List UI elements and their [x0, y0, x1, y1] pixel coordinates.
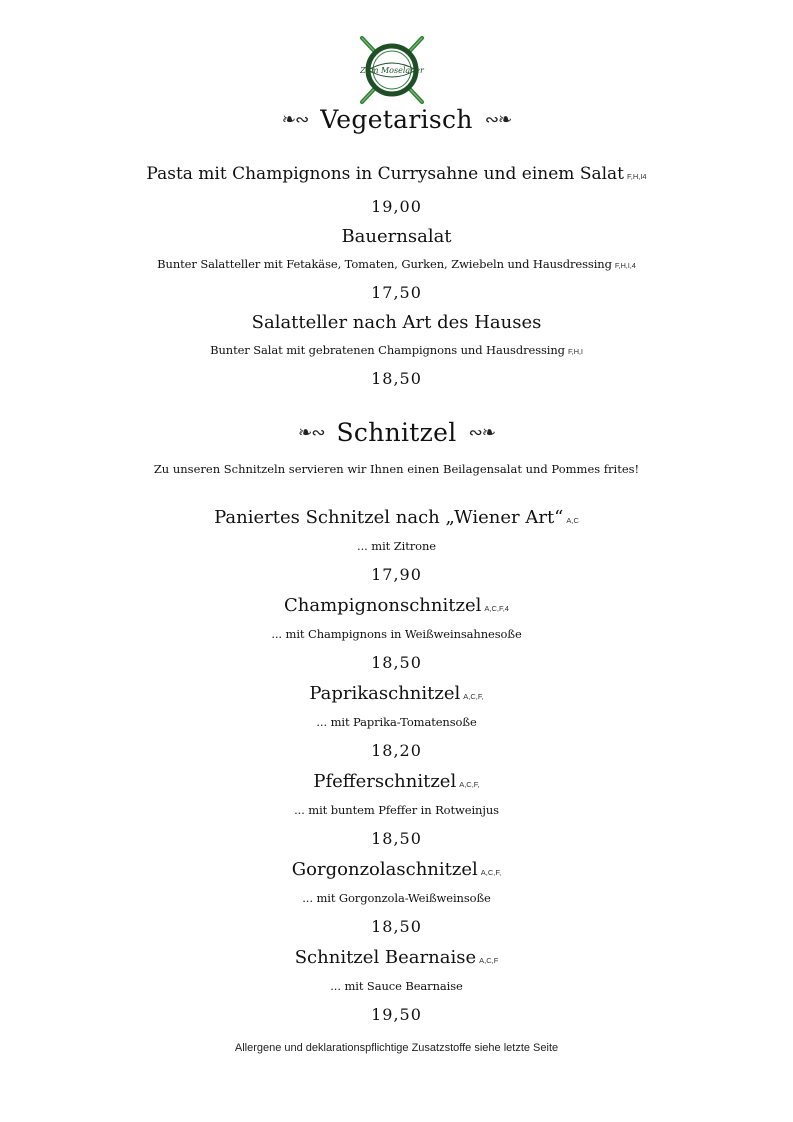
dish-name: [0, 594, 793, 621]
allergen-codes: A,C,F,: [459, 780, 480, 789]
dish-description: ... mit Paprika-Tomatensoße: [316, 715, 477, 729]
dish-description: ... mit buntem Pfeffer in Rotweinjus: [294, 803, 499, 817]
allergen-codes: A,C,F,: [480, 868, 502, 877]
restaurant-logo: [352, 34, 432, 106]
ornament-right-icon: ∾❧: [468, 423, 496, 443]
dish-title: Pfefferschnitzel: [313, 771, 457, 792]
dish-name: [0, 682, 793, 709]
dish-title: Paniertes Schnitzel nach „Wiener Art“: [214, 507, 564, 528]
dish-title: Bauernsalat: [341, 226, 452, 247]
dish-price: 18,50: [371, 917, 422, 936]
allergen-codes: A,C: [566, 516, 579, 525]
dish-description: ... mit Gorgonzola-Weißweinsoße: [302, 891, 491, 905]
allergen-codes: F,H,I: [567, 347, 583, 356]
dish-name: [0, 946, 793, 973]
dish-name: [0, 858, 793, 885]
dish-price: 18,50: [371, 653, 422, 672]
allergen-codes: A,C,F,: [463, 692, 484, 701]
dish-description: ... mit Sauce Bearnaise: [330, 979, 463, 993]
dish-title: Schnitzel Bearnaise: [294, 947, 477, 968]
dish-title: Pasta mit Champignons in Currysahne und einem Salat: [146, 164, 624, 184]
dish-name: [0, 506, 793, 533]
dish-name: [0, 770, 793, 797]
allergen-codes: F,H,I4: [627, 172, 647, 181]
section-title: Vegetarisch: [320, 105, 473, 134]
dish-price: 17,90: [371, 565, 422, 584]
dish-price: 17,50: [371, 283, 422, 302]
dish-price: 18,50: [371, 369, 422, 388]
dish-description: [0, 256, 793, 274]
dish-title: Salatteller nach Art des Hauses: [251, 312, 542, 333]
dish-title: Champignonschnitzel: [284, 595, 482, 616]
dish-title: Gorgonzolaschnitzel: [291, 859, 478, 880]
dish-title: Paprikaschnitzel: [309, 683, 461, 704]
dish-price: 18,50: [371, 829, 422, 848]
section-heading-vegetarisch: [0, 104, 793, 136]
dish-description: ... mit Champignons in Weißweinsahnesoße: [271, 627, 522, 641]
description-text: Bunter Salat mit gebratenen Champignons und Hausdressing: [210, 343, 565, 357]
dish-price: 19,00: [371, 197, 422, 216]
dish-name: [0, 311, 793, 335]
dish-price: 18,20: [371, 741, 422, 760]
dish-description: ... mit Zitrone: [357, 539, 436, 553]
ornament-right-icon: ∾❧: [484, 110, 512, 130]
dish-price: 19,50: [371, 1005, 422, 1024]
logo-text: Zum Moselaner: [360, 66, 424, 75]
dish-name: [0, 163, 793, 188]
allergen-codes: F,H,I,4: [614, 261, 636, 270]
dish-name: [0, 225, 793, 249]
description-text: Bunter Salatteller mit Fetakäse, Tomaten, Gurken, Zwiebeln und Hausdressing: [157, 257, 612, 271]
allergen-footnote: Allergene und deklarationspflichtige Zusatzstoffe siehe letzte Seite: [234, 1042, 559, 1054]
dish-description: [0, 342, 793, 360]
section-intro: Zu unseren Schnitzeln servieren wir Ihnen einen Beilagensalat und Pommes frites!: [153, 462, 640, 476]
section-heading-schnitzel: [0, 417, 793, 449]
ornament-left-icon: ❧∾: [297, 423, 325, 443]
section-title: Schnitzel: [336, 418, 457, 447]
ornament-left-icon: ❧∾: [281, 110, 309, 130]
allergen-codes: A,C,F: [479, 956, 499, 965]
allergen-codes: A,C,F,4: [484, 604, 509, 613]
